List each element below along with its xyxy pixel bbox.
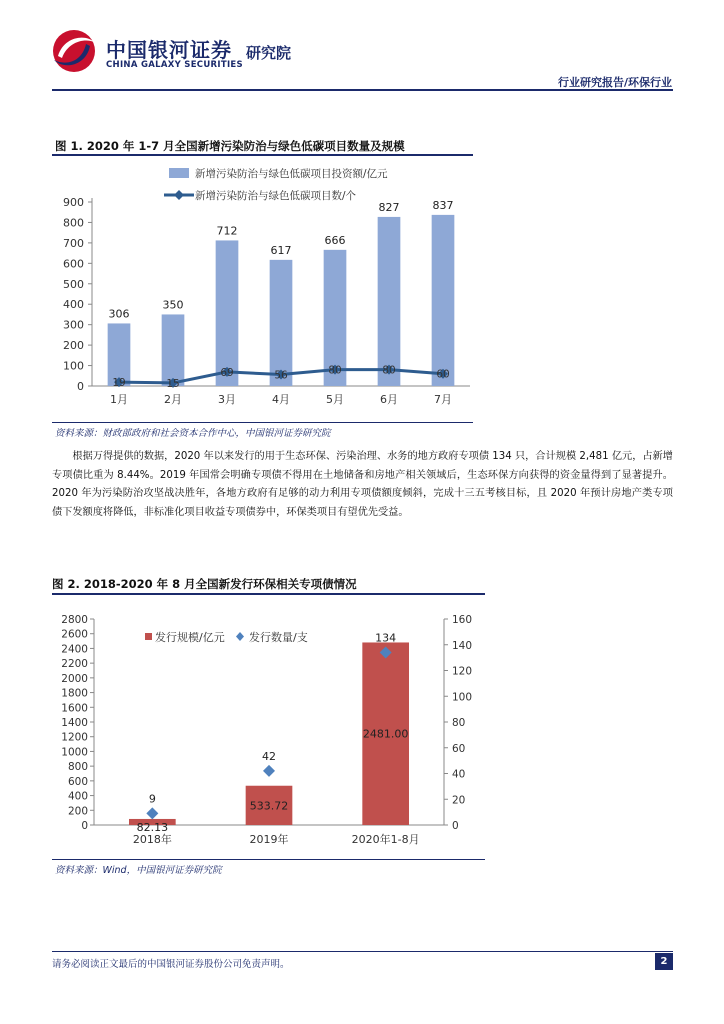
footer-divider [52, 951, 673, 952]
y-tick-label: 500 [63, 277, 84, 291]
x-tick-label: 6月 [380, 393, 398, 406]
y-left-tick-label: 2200 [61, 658, 88, 671]
point-value-label: 9 [148, 792, 156, 806]
figure2-bottom-rule [52, 859, 485, 860]
brand-name-cn: 中国银河证券 [106, 38, 232, 62]
x-tick-label: 5月 [326, 393, 344, 406]
y-right-tick-label: 0 [452, 820, 459, 832]
y-left-tick-label: 0 [81, 820, 88, 832]
y-right-tick-label: 60 [452, 742, 466, 755]
x-tick-label: 7月 [434, 393, 452, 406]
line-value-label: 56 [274, 369, 288, 382]
y-left-tick-label: 2800 [61, 614, 88, 626]
x-tick-label: 2019年 [249, 833, 289, 846]
line-value-label: 69 [220, 366, 234, 379]
figure1-title: 图 1. 2020 年 1-7 月全国新增污染防治与绿色低碳项目数量及规模 [55, 139, 405, 153]
y-left-tick-label: 1800 [61, 687, 88, 700]
y-right-tick-label: 80 [452, 717, 466, 729]
figure1-chart [52, 158, 476, 420]
y-right-tick-label: 100 [452, 691, 473, 704]
figure1-source: 资料来源：财政部政府和社会资本合作中心，中国银河证券研究院 [55, 428, 331, 439]
legend-line-marker [174, 190, 184, 200]
legend-bar-label: 新增污染防治与绿色低碳项目投资额/亿元 [195, 168, 388, 180]
y-left-tick-label: 600 [67, 775, 88, 788]
footer-disclaimer: 请务必阅读正文最后的中国银河证券股份公司免责声明。 [52, 959, 290, 970]
y-right-tick-label: 20 [452, 794, 466, 807]
line-value-label: 15 [166, 377, 180, 390]
x-tick-label: 2月 [164, 393, 182, 406]
chart1-bars [108, 199, 455, 386]
bar [162, 314, 185, 386]
figure2-top-rule [52, 593, 485, 595]
bar [270, 260, 293, 386]
x-tick-label: 4月 [272, 393, 290, 406]
y-tick-label: 900 [63, 196, 84, 209]
x-tick-label: 2018年 [132, 833, 172, 846]
page-number: 2 [655, 953, 673, 970]
figure1-top-rule [52, 154, 473, 156]
y-left-tick-label: 200 [67, 805, 88, 818]
brand-name-en: CHINA GALAXY SECURITIES [106, 60, 243, 70]
chart1-legend [164, 167, 388, 202]
figure2-title: 图 2. 2018-2020 年 8 月全国新发行环保相关专项债情况 [52, 577, 357, 591]
x-tick-label: 3月 [218, 393, 236, 406]
bar-value-label: 306 [108, 307, 130, 321]
point-value-label: 42 [262, 749, 276, 763]
y-left-tick-label: 1600 [61, 702, 88, 715]
y-left-tick-label: 800 [67, 761, 88, 774]
legend-marker-label: 发行数量/支 [249, 631, 308, 644]
y-tick-label: 0 [77, 380, 84, 393]
chart2-legend [145, 630, 308, 644]
bar-value-label: 533.72 [249, 799, 289, 813]
chart2-bars [129, 642, 409, 833]
line-value-label: 19 [112, 377, 126, 390]
point-value-label: 134 [375, 631, 397, 645]
y-tick-label: 200 [63, 339, 84, 353]
legend-line-label: 新增污染防治与绿色低碳项目数/个 [195, 190, 357, 202]
x-tick-label: 1月 [110, 393, 128, 406]
y-left-tick-label: 400 [67, 790, 88, 803]
legend-marker-swatch [236, 632, 244, 641]
bar [216, 240, 239, 386]
y-right-tick-label: 160 [452, 614, 473, 626]
bar-value-label: 827 [378, 200, 400, 214]
y-tick-label: 600 [63, 257, 84, 271]
figure2-chart [52, 597, 485, 857]
bar-value-label: 837 [432, 198, 454, 212]
legend-bar-swatch [145, 633, 152, 640]
bar-value-label: 350 [162, 298, 184, 312]
y-left-tick-label: 2000 [61, 672, 88, 685]
line-value-label: 60 [436, 368, 450, 381]
y-left-tick-label: 2400 [61, 643, 88, 656]
bar-value-label: 82.13 [136, 820, 169, 834]
y-tick-label: 100 [63, 359, 84, 373]
bar-value-label: 712 [216, 224, 238, 238]
bar [378, 217, 401, 386]
y-tick-label: 800 [63, 216, 84, 230]
body-paragraph: 根据万得提供的数据，2020 年以来发行的用于生态环保、污染治理、水务的地方政府专项债 134 只，合计规模 2,481 亿元，占新增专项债比重为 8.44%。2019 年国常会明确专项债不得用在土地储备和房地产相关领域后，生态环保方向获得的资金量得到了显著提升。2020 年为污染防治攻坚战决胜年，各地方政府有足够的动力利用专项债额度倾斜，完成十三五考核目标，且 2020 年预计房地产类专项债下发额度将降低，非标准化项目收益专项债券中，环保类项目有望优先受益。 [52, 451, 673, 518]
scatter-point [263, 765, 275, 777]
brand-subtitle: 研究院 [246, 44, 292, 62]
y-right-tick-label: 40 [452, 768, 466, 781]
y-left-tick-label: 1400 [61, 717, 88, 729]
y-tick-label: 300 [63, 318, 84, 332]
x-tick-label: 2020年1-8月 [351, 833, 420, 846]
report-category: 行业研究报告/环保行业 [557, 76, 672, 89]
header-divider [52, 89, 673, 91]
y-left-tick-label: 1000 [61, 746, 88, 759]
bar [432, 215, 455, 386]
figure2-source: 资料来源：Wind，中国银河证券研究院 [55, 865, 222, 876]
bar-value-label: 2481.00 [362, 727, 409, 741]
legend-bar-label: 发行规模/亿元 [155, 631, 225, 644]
line-value-label: 80 [328, 364, 342, 377]
y-left-tick-label: 1200 [61, 731, 88, 744]
y-tick-label: 700 [63, 236, 84, 250]
bar-value-label: 617 [270, 243, 292, 257]
y-right-tick-label: 140 [452, 639, 473, 652]
scatter-point [146, 807, 158, 819]
legend-bar-swatch [169, 168, 189, 178]
y-tick-label: 400 [63, 298, 84, 312]
figure1-bottom-rule [52, 422, 473, 423]
bar-value-label: 666 [324, 233, 346, 247]
y-right-tick-label: 120 [452, 665, 473, 678]
y-left-tick-label: 2600 [61, 628, 88, 641]
line-value-label: 80 [382, 364, 396, 377]
